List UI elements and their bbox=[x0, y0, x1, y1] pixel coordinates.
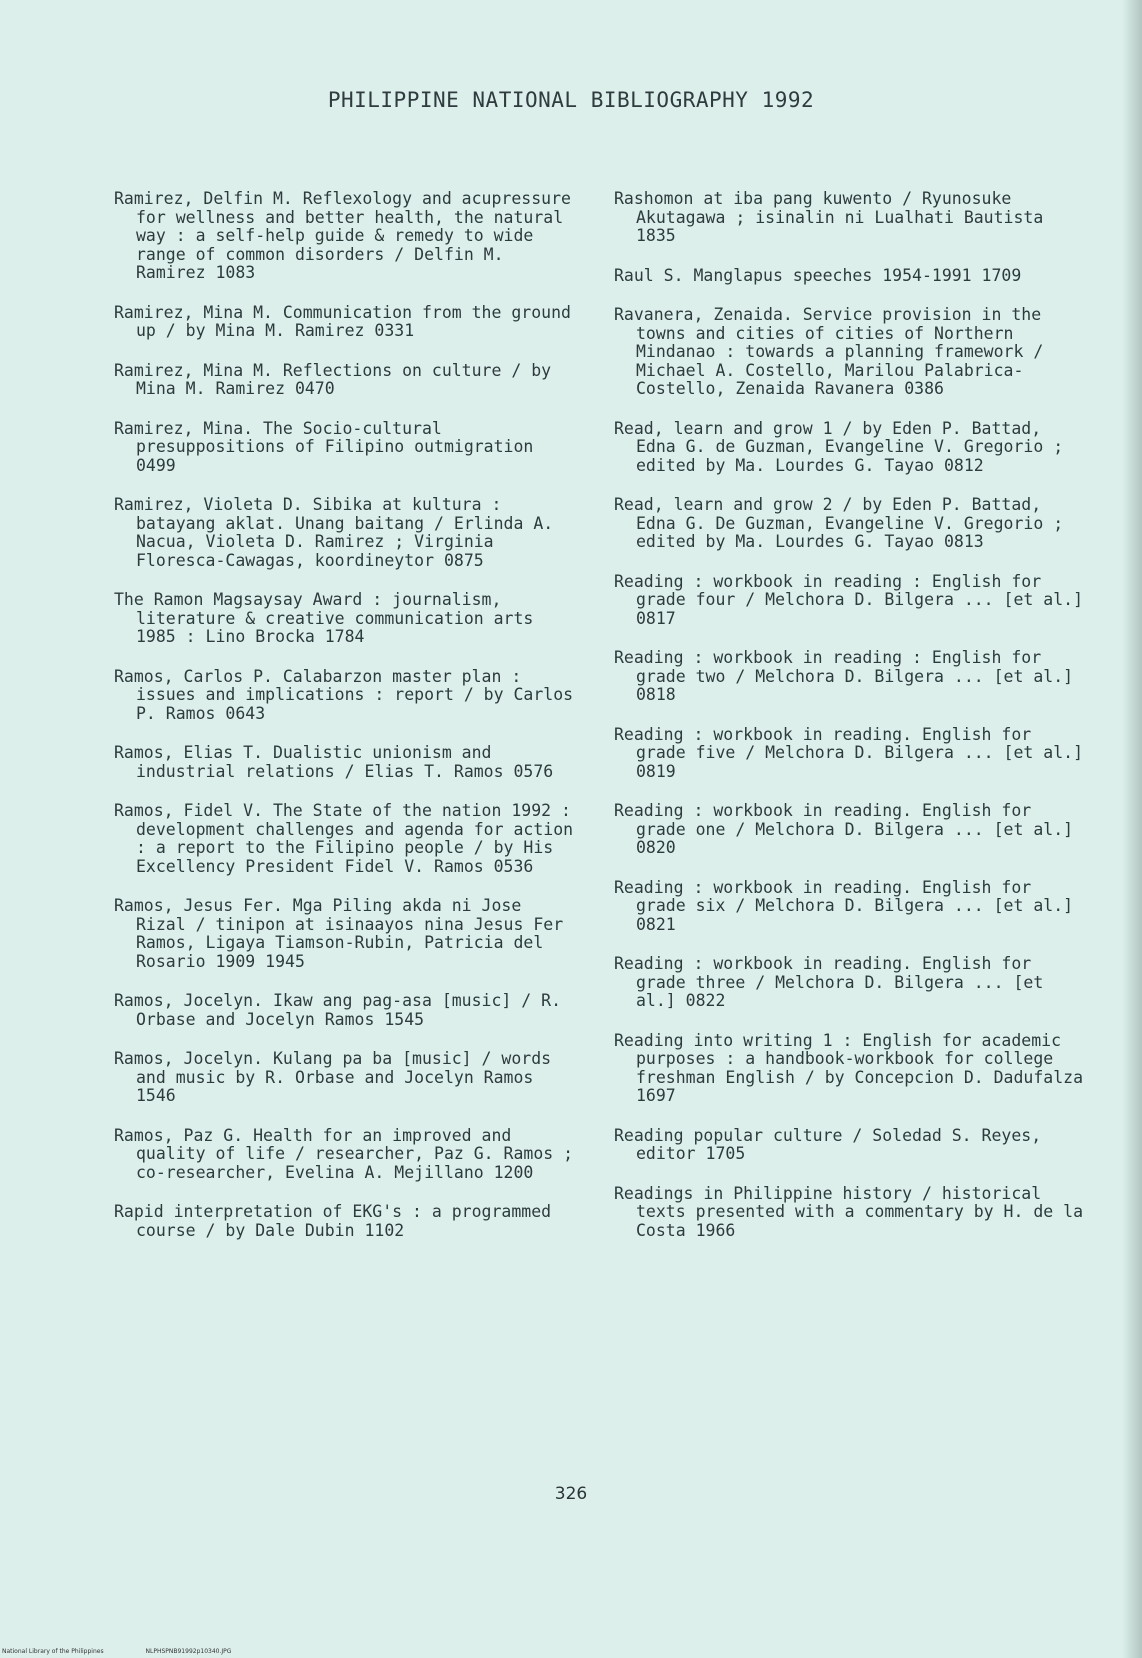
file-id: NLPHSPNB91992p10340.JPG bbox=[145, 1648, 232, 1655]
bib-entry: Ramos, Fidel V. The State of the nation 1992 : development challenges and agenda for action : a report to the Filipino people / by His Excellency President Fidel V. Ramos 0536 bbox=[114, 801, 574, 876]
bib-entry: Read, learn and grow 1 / by Eden P. Battad, Edna G. de Guzman, Evangeline V. Gregorio ; edited by Ma. Lourdes G. Tayao 0812 bbox=[614, 418, 1064, 475]
bib-entry: Raul S. Manglapus speeches 1954-1991 1709 bbox=[614, 265, 1022, 285]
bib-entry: Ramirez, Violeta D. Sibika at kultura : batayang aklat. Unang baitang / Erlinda A. Nacua, Violeta D. Ramirez ; Virginia Floresca-Cawagas, koordineytor 0875 bbox=[114, 495, 554, 570]
bib-entry: Ramos, Jesus Fer. Mga Piling akda ni Jose Rizal / tinipon at isinaayos nina Jesus Fer Ramos, Ligaya Tiamson-Rubin, Patricia del Rosario 1909 1945 bbox=[114, 896, 564, 971]
bib-entry: Ramos, Carlos P. Calabarzon master plan : issues and implications : report / by Carlos P. Ramos 0643 bbox=[114, 666, 574, 723]
bib-entry: Ramos, Paz G. Health for an improved and quality of life / researcher, Paz G. Ramos ; co-researcher, Evelina A. Mejillano 1200 bbox=[114, 1125, 574, 1182]
bib-entry: Rashomon at iba pang kuwento / Ryunosuke Akutagawa ; isinalin ni Lualhati Bautista 1835 bbox=[614, 189, 1044, 245]
bib-entry: Reading : workbook in reading. English for grade six / Melchora D. Bilgera ... [et al.] 0821 bbox=[614, 877, 1074, 934]
bib-entry: Ramos, Jocelyn. Kulang pa ba [music] / words and music by R. Orbase and Jocelyn Ramos 1546 bbox=[114, 1049, 552, 1105]
page-title: PHILIPPINE NATIONAL BIBLIOGRAPHY 1992 bbox=[327, 88, 815, 112]
bib-entry: Ramirez, Mina M. Reflections on culture / by Mina M. Ramirez 0470 bbox=[114, 360, 552, 398]
left-column bbox=[114, 190, 574, 1261]
bib-entry: Reading popular culture / Soledad S. Reyes, editor 1705 bbox=[614, 1125, 1042, 1163]
page-edge-shadow bbox=[1122, 0, 1142, 1658]
bib-entry: The Ramon Magsaysay Award : journalism, literature & creative communication arts 1985 : Lino Brocka 1784 bbox=[114, 590, 534, 646]
bib-entry: Read, learn and grow 2 / by Eden P. Battad, Edna G. De Guzman, Evangeline V. Gregorio ; edited by Ma. Lourdes G. Tayao 0813 bbox=[614, 495, 1064, 551]
bib-entry: Ramirez, Mina M. Communication from the ground up / by Mina M. Ramirez 0331 bbox=[114, 302, 571, 340]
bib-entry: Readings in Philippine history / historical texts presented with a commentary by H. de la Costa 1966 bbox=[614, 1183, 1084, 1240]
library-credit: National Library of the Philippines bbox=[2, 1648, 104, 1655]
bib-entry: Reading : workbook in reading : English for grade four / Melchora D. Bilgera ... [et al.] 0817 bbox=[614, 571, 1084, 628]
bib-entry: Reading into writing 1 : English for academic purposes : a handbook-workbook for college freshman English / by Concepcion D. Dadufalza 1697 bbox=[614, 1030, 1084, 1105]
bib-entry: Reading : workbook in reading. English for grade one / Melchora D. Bilgera ... [et al.] 0820 bbox=[614, 801, 1074, 857]
bib-entry: Ramos, Jocelyn. Ikaw ang pag-asa [music] / R. Orbase and Jocelyn Ramos 1545 bbox=[114, 991, 562, 1029]
bib-entry: Ramos, Elias T. Dualistic unionism and industrial relations / Elias T. Ramos 0576 bbox=[114, 743, 554, 781]
bib-entry: Ramirez, Mina. The Socio-cultural presuppositions of Filipino outmigration 0499 bbox=[114, 418, 534, 475]
scan-credit bbox=[2, 1648, 271, 1655]
bib-entry: Reading : workbook in reading. English for grade three / Melchora D. Bilgera ... [et al.] 0822 bbox=[614, 954, 1044, 1010]
bib-entry: Rapid interpretation of EKG's : a programmed course / by Dale Dubin 1102 bbox=[114, 1202, 552, 1240]
bib-entry: Reading : workbook in reading. English for grade five / Melchora D. Bilgera ... [et al.] 0819 bbox=[614, 724, 1084, 781]
right-column bbox=[614, 190, 1084, 1261]
page-number: 326 bbox=[554, 1484, 588, 1504]
bib-entry: Ramirez, Delfin M. Reflexology and acupressure for wellness and better health, the natural way : a self-help guide & remedy to wide range of common disorders / Delfin M. Ramirez 1083 bbox=[114, 189, 571, 282]
bib-entry: Reading : workbook in reading : English for grade two / Melchora D. Bilgera ... [et al.] 0818 bbox=[614, 648, 1074, 704]
bib-entry: Ravanera, Zenaida. Service provision in the towns and cities of cities of Northern Mindanao : towards a planning framework / Michael A. Costello, Marilou Palabrica-Costello, Zenaida Ravanera 0386 bbox=[614, 305, 1044, 398]
